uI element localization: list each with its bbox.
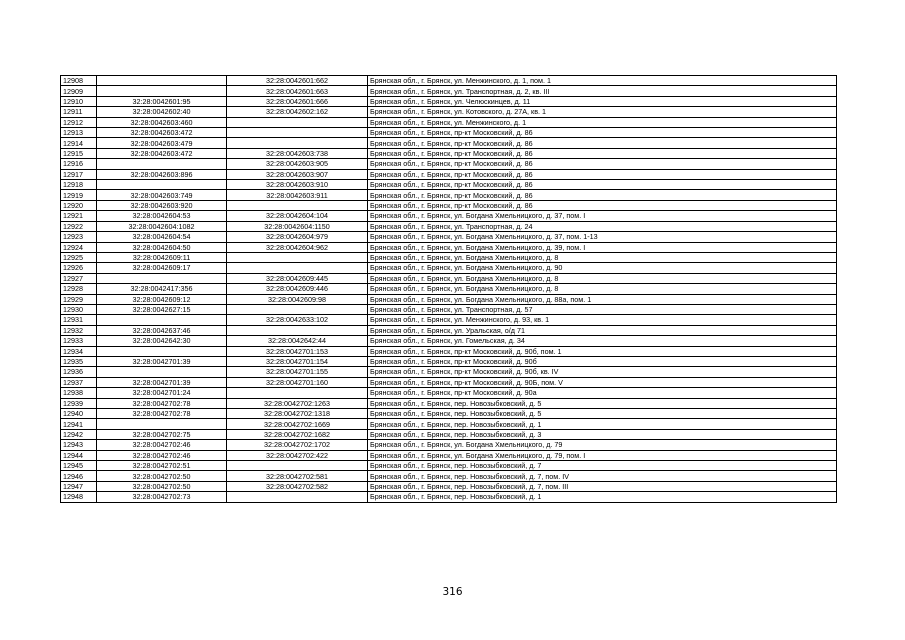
object-cadastral-number-cell: 32:28:0042601:663 [227,86,368,96]
cadastral-number-cell [97,159,227,169]
table-row [61,273,837,283]
row-number-cell: 12925 [61,252,97,262]
object-cadastral-number-cell [227,461,368,471]
row-number-cell: 12914 [61,138,97,148]
row-number-cell: 12913 [61,128,97,138]
address-cell: Брянская обл., г. Брянск, пр-кт Московский, д. 86 [368,169,837,179]
address-cell: Брянская обл., г. Брянск, пер. Новозыбковский, д. 5 [368,398,837,408]
row-number-cell: 12933 [61,336,97,346]
object-cadastral-number-cell: 32:28:0042603:907 [227,169,368,179]
object-cadastral-number-cell [227,138,368,148]
cadastral-number-cell: 32:28:0042604:1082 [97,221,227,231]
address-cell: Брянская обл., г. Брянск, ул. Богдана Хмельницкого, д. 8 [368,273,837,283]
object-cadastral-number-cell: 32:28:0042702:1702 [227,440,368,450]
row-number-cell: 12919 [61,190,97,200]
object-cadastral-number-cell: 32:28:0042601:666 [227,96,368,106]
address-cell: Брянская обл., г. Брянск, ул. Котовского, д. 27А, кв. 1 [368,107,837,117]
address-cell: Брянская обл., г. Брянск, ул. Богдана Хмельницкого, д. 79, пом. I [368,450,837,460]
object-cadastral-number-cell: 32:28:0042702:582 [227,481,368,491]
cadastral-number-cell: 32:28:0042603:479 [97,138,227,148]
object-cadastral-number-cell: 32:28:0042702:581 [227,471,368,481]
cadastral-number-cell: 32:28:0042701:39 [97,356,227,366]
row-number-cell: 12921 [61,211,97,221]
cadastral-number-cell: 32:28:0042602:40 [97,107,227,117]
cadastral-number-cell [97,346,227,356]
row-number-cell: 12908 [61,76,97,86]
row-number-cell: 12944 [61,450,97,460]
object-cadastral-number-cell: 32:28:0042609:445 [227,273,368,283]
cadastral-number-cell [97,180,227,190]
address-cell: Брянская обл., г. Брянск, пр-кт Московский, д. 90а [368,388,837,398]
row-number-cell: 12912 [61,117,97,127]
object-cadastral-number-cell: 32:28:0042603:905 [227,159,368,169]
table-row [61,138,837,148]
table-row [61,429,837,439]
object-cadastral-number-cell: 32:28:0042602:162 [227,107,368,117]
object-cadastral-number-cell: 32:28:0042701:153 [227,346,368,356]
row-number-cell: 12947 [61,481,97,491]
object-cadastral-number-cell: 32:28:0042604:104 [227,211,368,221]
object-cadastral-number-cell: 32:28:0042701:160 [227,377,368,387]
address-cell: Брянская обл., г. Брянск, пер. Новозыбковский, д. 3 [368,429,837,439]
table-row [61,367,837,377]
object-cadastral-number-cell: 32:28:0042702:1669 [227,419,368,429]
cadastral-number-cell: 32:28:0042603:460 [97,117,227,127]
cadastral-number-cell: 32:28:0042609:11 [97,252,227,262]
cadastral-number-cell: 32:28:0042637:46 [97,325,227,335]
address-cell: Брянская обл., г. Брянск, пер. Новозыбковский, д. 5 [368,409,837,419]
address-cell: Брянская обл., г. Брянск, ул. Богдана Хмельницкого, д. 8 [368,252,837,262]
table-row [61,419,837,429]
row-number-cell: 12940 [61,409,97,419]
object-cadastral-number-cell: 32:28:0042701:155 [227,367,368,377]
address-cell: Брянская обл., г. Брянск, ул. Менжинского, д. 1, пом. 1 [368,76,837,86]
cadastral-number-cell [97,76,227,86]
row-number-cell: 12917 [61,169,97,179]
cadastral-number-cell: 32:28:0042702:75 [97,429,227,439]
table-row [61,169,837,179]
row-number-cell: 12918 [61,180,97,190]
cadastral-number-cell: 32:28:0042642:30 [97,336,227,346]
page-number: 316 [442,586,463,598]
row-number-cell: 12915 [61,148,97,158]
cadastral-number-cell: 32:28:0042701:39 [97,377,227,387]
address-cell: Брянская обл., г. Брянск, ул. Транспортная, д. 57 [368,304,837,314]
object-cadastral-number-cell [227,304,368,314]
row-number-cell: 12932 [61,325,97,335]
table-row [61,211,837,221]
address-cell: Брянская обл., г. Брянск, пр-кт Московский, д. 86 [368,180,837,190]
object-cadastral-number-cell: 32:28:0042603:910 [227,180,368,190]
object-cadastral-number-cell [227,492,368,502]
cadastral-number-cell: 32:28:0042702:50 [97,481,227,491]
address-cell: Брянская обл., г. Брянск, ул. Богдана Хмельницкого, д. 39, пом. I [368,242,837,252]
address-cell: Брянская обл., г. Брянск, ул. Челюскинцев, д. 11 [368,96,837,106]
cadastral-number-cell: 32:28:0042702:78 [97,409,227,419]
table-row [61,159,837,169]
table-row [61,242,837,252]
row-number-cell: 12909 [61,86,97,96]
object-cadastral-number-cell [227,325,368,335]
address-cell: Брянская обл., г. Брянск, пр-кт Московский, д. 90б [368,356,837,366]
row-number-cell: 12916 [61,159,97,169]
object-cadastral-number-cell [227,200,368,210]
object-cadastral-number-cell: 32:28:0042604:1150 [227,221,368,231]
table-row [61,377,837,387]
registry-table [60,75,837,503]
table-row [61,315,837,325]
cadastral-number-cell: 32:28:0042702:46 [97,440,227,450]
table-row [61,148,837,158]
object-cadastral-number-cell: 32:28:0042633:102 [227,315,368,325]
object-cadastral-number-cell: 32:28:0042609:98 [227,294,368,304]
registry-table-body [61,76,837,503]
object-cadastral-number-cell: 32:28:0042604:979 [227,232,368,242]
table-row [61,252,837,262]
address-cell: Брянская обл., г. Брянск, ул. Транспортная, д. 24 [368,221,837,231]
table-row [61,200,837,210]
address-cell: Брянская обл., г. Брянск, пр-кт Московский, д. 86 [368,128,837,138]
table-row [61,471,837,481]
row-number-cell: 12924 [61,242,97,252]
object-cadastral-number-cell: 32:28:0042702:1263 [227,398,368,408]
address-cell: Брянская обл., г. Брянск, пр-кт Московский, д. 86 [368,190,837,200]
object-cadastral-number-cell: 32:28:0042609:446 [227,284,368,294]
table-row [61,461,837,471]
row-number-cell: 12941 [61,419,97,429]
row-number-cell: 12942 [61,429,97,439]
row-number-cell: 12939 [61,398,97,408]
cadastral-number-cell: 32:28:0042702:46 [97,450,227,460]
object-cadastral-number-cell [227,128,368,138]
address-cell: Брянская обл., г. Брянск, пр-кт Московский, д. 86 [368,159,837,169]
table-row [61,325,837,335]
row-number-cell: 12936 [61,367,97,377]
row-number-cell: 12928 [61,284,97,294]
address-cell: Брянская обл., г. Брянск, пр-кт Московский, д. 86 [368,200,837,210]
cadastral-number-cell: 32:28:0042702:78 [97,398,227,408]
address-cell: Брянская обл., г. Брянск, ул. Менжинского, д. 1 [368,117,837,127]
table-row [61,190,837,200]
object-cadastral-number-cell: 32:28:0042702:1318 [227,409,368,419]
object-cadastral-number-cell: 32:28:0042702:422 [227,450,368,460]
object-cadastral-number-cell [227,252,368,262]
object-cadastral-number-cell [227,388,368,398]
cadastral-number-cell: 32:28:0042627:15 [97,304,227,314]
table-row [61,398,837,408]
object-cadastral-number-cell [227,263,368,273]
table-row [61,356,837,366]
table-row [61,304,837,314]
cadastral-number-cell: 32:28:0042701:24 [97,388,227,398]
cadastral-number-cell: 32:28:0042702:50 [97,471,227,481]
row-number-cell: 12910 [61,96,97,106]
cadastral-number-cell: 32:28:0042603:920 [97,200,227,210]
cadastral-number-cell: 32:28:0042702:51 [97,461,227,471]
table-row [61,492,837,502]
address-cell: Брянская обл., г. Брянск, пр-кт Московский, д. 90Б, пом. V [368,377,837,387]
table-row [61,128,837,138]
cadastral-number-cell: 32:28:0042417:356 [97,284,227,294]
table-row [61,86,837,96]
cadastral-number-cell: 32:28:0042601:95 [97,96,227,106]
table-row [61,180,837,190]
row-number-cell: 12922 [61,221,97,231]
row-number-cell: 12934 [61,346,97,356]
table-row [61,263,837,273]
address-cell: Брянская обл., г. Брянск, ул. Транспортная, д. 2, кв. III [368,86,837,96]
address-cell: Брянская обл., г. Брянск, ул. Богдана Хмельницкого, д. 88а, пом. 1 [368,294,837,304]
address-cell: Брянская обл., г. Брянск, ул. Богдана Хмельницкого, д. 37, пом. I [368,211,837,221]
cadastral-number-cell: 32:28:0042603:896 [97,169,227,179]
row-number-cell: 12911 [61,107,97,117]
table-row [61,76,837,86]
table-row [61,388,837,398]
row-number-cell: 12948 [61,492,97,502]
row-number-cell: 12927 [61,273,97,283]
table-row [61,450,837,460]
cadastral-number-cell: 32:28:0042603:472 [97,148,227,158]
address-cell: Брянская обл., г. Брянск, пер. Новозыбковский, д. 1 [368,419,837,429]
row-number-cell: 12920 [61,200,97,210]
address-cell: Брянская обл., г. Брянск, ул. Уральская, о/д 71 [368,325,837,335]
address-cell: Брянская обл., г. Брянск, пер. Новозыбковский, д. 7, пом. III [368,481,837,491]
table-row [61,346,837,356]
cadastral-number-cell [97,273,227,283]
cadastral-number-cell [97,367,227,377]
address-cell: Брянская обл., г. Брянск, пер. Новозыбковский, д. 1 [368,492,837,502]
address-cell: Брянская обл., г. Брянск, ул. Богдана Хмельницкого, д. 79 [368,440,837,450]
cadastral-number-cell [97,419,227,429]
row-number-cell: 12945 [61,461,97,471]
table-row [61,221,837,231]
row-number-cell: 12943 [61,440,97,450]
object-cadastral-number-cell: 32:28:0042702:1682 [227,429,368,439]
address-cell: Брянская обл., г. Брянск, пер. Новозыбковский, д. 7, пом. IV [368,471,837,481]
row-number-cell: 12923 [61,232,97,242]
table-row [61,481,837,491]
cadastral-number-cell [97,315,227,325]
cadastral-number-cell: 32:28:0042604:54 [97,232,227,242]
cadastral-number-cell: 32:28:0042702:73 [97,492,227,502]
row-number-cell: 12926 [61,263,97,273]
table-row [61,117,837,127]
address-cell: Брянская обл., г. Брянск, ул. Богдана Хмельницкого, д. 37, пом. 1-13 [368,232,837,242]
address-cell: Брянская обл., г. Брянск, пр-кт Московский, д. 90б, пом. 1 [368,346,837,356]
table-row [61,440,837,450]
object-cadastral-number-cell: 32:28:0042701:154 [227,356,368,366]
object-cadastral-number-cell: 32:28:0042604:962 [227,242,368,252]
object-cadastral-number-cell [227,117,368,127]
object-cadastral-number-cell: 32:28:0042603:738 [227,148,368,158]
cadastral-number-cell: 32:28:0042603:472 [97,128,227,138]
row-number-cell: 12930 [61,304,97,314]
object-cadastral-number-cell: 32:28:0042603:911 [227,190,368,200]
row-number-cell: 12937 [61,377,97,387]
address-cell: Брянская обл., г. Брянск, пр-кт Московский, д. 86 [368,138,837,148]
cadastral-number-cell [97,86,227,96]
cadastral-number-cell: 32:28:0042609:12 [97,294,227,304]
address-cell: Брянская обл., г. Брянск, ул. Менжинского, д. 93, кв. 1 [368,315,837,325]
table-row [61,107,837,117]
table-row [61,284,837,294]
cadastral-number-cell: 32:28:0042609:17 [97,263,227,273]
address-cell: Брянская обл., г. Брянск, пер. Новозыбковский, д. 7 [368,461,837,471]
table-row [61,96,837,106]
row-number-cell: 12931 [61,315,97,325]
object-cadastral-number-cell: 32:28:0042642:44 [227,336,368,346]
row-number-cell: 12935 [61,356,97,366]
address-cell: Брянская обл., г. Брянск, ул. Богдана Хмельницкого, д. 90 [368,263,837,273]
cadastral-number-cell: 32:28:0042603:749 [97,190,227,200]
table-row [61,294,837,304]
table-row [61,232,837,242]
address-cell: Брянская обл., г. Брянск, пр-кт Московский, д. 86 [368,148,837,158]
row-number-cell: 12938 [61,388,97,398]
row-number-cell: 12929 [61,294,97,304]
object-cadastral-number-cell: 32:28:0042601:662 [227,76,368,86]
row-number-cell: 12946 [61,471,97,481]
table-row [61,336,837,346]
table-row [61,409,837,419]
cadastral-number-cell: 32:28:0042604:53 [97,211,227,221]
address-cell: Брянская обл., г. Брянск, ул. Гомельская, д. 34 [368,336,837,346]
address-cell: Брянская обл., г. Брянск, ул. Богдана Хмельницкого, д. 8 [368,284,837,294]
address-cell: Брянская обл., г. Брянск, пр-кт Московский, д. 90б, кв. IV [368,367,837,377]
cadastral-number-cell: 32:28:0042604:50 [97,242,227,252]
